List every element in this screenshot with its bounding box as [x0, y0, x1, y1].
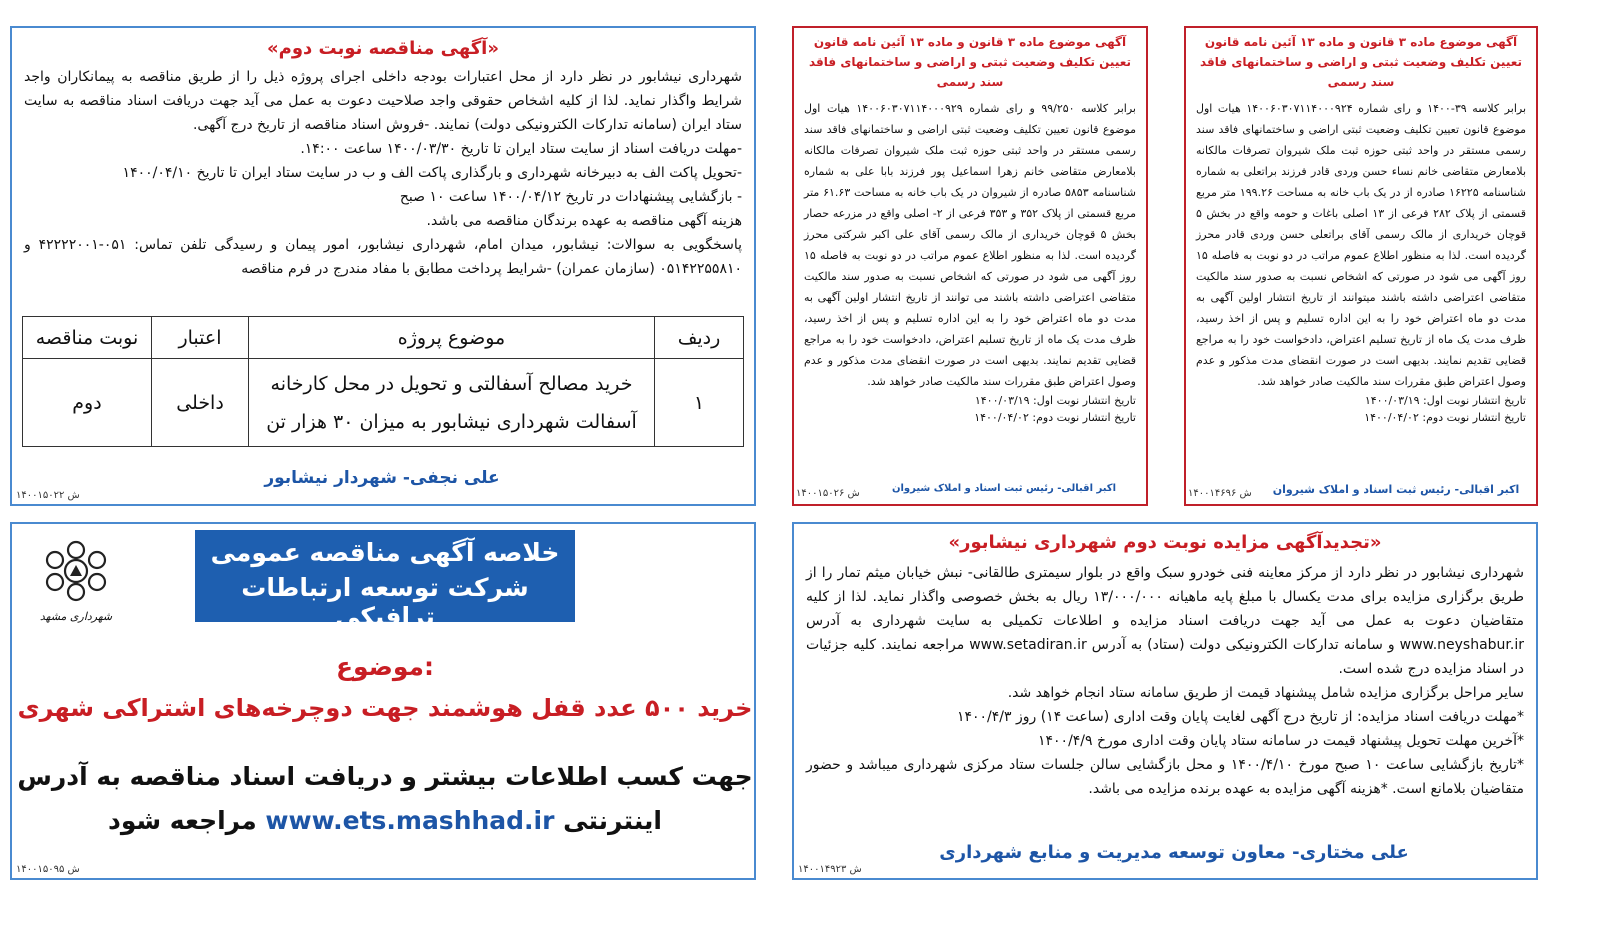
ets-subject: خرید ۵۰۰ عدد قفل هوشمند جهت دوچرخه‌های اشتراکی شهری: [17, 694, 753, 722]
tender-ad: [10, 26, 756, 506]
ets-banner-line-1: خلاصه آگهی مناقصه عمومی: [210, 538, 560, 567]
ets-info-line-2: [12, 806, 756, 835]
notice-b-date-1: تاریخ انتشار نوبت اول: ۱۴۰۰/۰۳/۱۹: [1364, 394, 1526, 407]
auction-para-5: *تاریخ بازگشایی ساعت ۱۰ صبح مورخ ۱۴۰۰/۴/۱۰ و محل بازگشایی سالن جلسات ستاد مرکزی شهرداری میباشد و حضور متقاضیان بلامانع است. *هزینه آگهی مزایده به عهده برنده مزایده می باشد.: [806, 757, 1525, 797]
ets-subject-label: موضوع:: [335, 652, 435, 681]
table-header-round: نوبت مناقصه: [23, 317, 152, 359]
table-cell-row-no: ۱: [655, 359, 744, 447]
notice-a-code: ۱۴۰۰۱۵۰۲۶ ش: [796, 488, 860, 499]
tender-para-5: هزینه آگهی مناقصه به عهده برندگان مناقصه می باشد.: [426, 213, 742, 229]
tender-para-3: -تحویل پاکت الف به دبیرخانه شهرداری و بارگذاری پاکت الف و ب در سایت ستاد ایران تا تاریخ ۱۴۰۰/۰۴/۱۰: [122, 165, 742, 181]
auction-para-4: *آخرین مهلت تحویل پیشنهاد قیمت در سامانه ستاد پایان وقت اداری مورخ ۱۴۰۰/۴/۹: [1037, 733, 1524, 749]
mashhad-logo-caption: شهرداری مشهد: [39, 610, 113, 623]
notice-b-code: ۱۴۰۰۱۴۶۹۶ ش: [1188, 488, 1252, 499]
ets-banner: [195, 530, 575, 631]
auction-ad: [792, 522, 1538, 880]
ets-banner-line-2: شرکت توسعه ارتباطات ترافیکی: [241, 573, 529, 631]
tender-para-1: شهرداری نیشابور در نظر دارد از محل اعتبارات بودجه داخلی اجرای پروژه ذیل را از طریق مناقصه به پیمانکاران واجد شرایط واگذار نماید. لذا از کلیه اشخاص حقوقی واجد صلاحیت دعوت به عمل می آید جهت دریافت اسناد مناقصه به سایت ستاد ایران (سامانه تدارکات الکترونیکی دولت) نمایند. -فروش اسناد مناقصه از تاریخ درج آگهی.: [24, 69, 742, 133]
auction-para-2: سایر مراحل برگزاری مزایده شامل پیشنهاد قیمت از طریق سامانه ستاد انجام خواهد شد.: [1007, 685, 1524, 701]
tender-para-6: پاسخگویی به سوالات: نیشابور، میدان امام، شهرداری نیشابور، امور پیمان و رسیدگی تلفن تماس: ۰۵۱-۴۲۲۲۲۰۰۱ و ۰۵۱۴۲۲۵۵۸۱۰ (سازمان عمران) -شرایط پرداخت مطابق با مفاد مندرج در فرم مناقصه: [24, 237, 743, 277]
table-header-row-no: ردیف: [655, 317, 744, 359]
tender-signature: علی نجفی- شهردار نیشابور: [264, 468, 500, 488]
notice-a-signature: اکبر اقبالی- رئیس ثبت اسناد و املاک شیروان: [891, 483, 1117, 494]
notice-a-date-2: تاریخ انتشار نوبت دوم: ۱۴۰۰/۰۴/۰۲: [974, 411, 1136, 424]
tender-body: [12, 65, 754, 281]
tender-table: [22, 316, 744, 447]
notice-a-title: آگهی موضوع ماده ۳ قانون و ماده ۱۳ آئین نامه قانون تعیین تکلیف وضعیت ثبتی و اراضی و ساختمانهای فاقد سند رسمی: [808, 35, 1132, 89]
mashhad-logo: [26, 536, 126, 636]
ets-info-line-1: جهت کسب اطلاعات بیشتر و دریافت اسناد مناقصه به آدرس: [17, 762, 753, 791]
auction-body: [794, 561, 1536, 801]
table-cell-subject: خرید مصالح آسفالتی و تحویل در محل کارخانه آسفالت شهرداری نیشابور به میزان ۳۰ هزار تن: [249, 359, 655, 447]
ets-url-link[interactable]: www.ets.mashhad.ir: [265, 806, 555, 835]
auction-signature: علی مختاری- معاون توسعه مدیریت و منابع شهرداری: [939, 842, 1409, 863]
auction-para-3: *مهلت دریافت اسناد مزایده: از تاریخ درج آگهی لغایت پایان وقت اداری (ساعت ۱۴) روز ۱۴۰۰/۴/۳: [956, 709, 1524, 725]
registry-notice-a: [792, 26, 1148, 506]
notice-b-body: برابر کلاسه ۳۹-۱۴۰۰ و رای شماره ۱۴۰۰۶۰۳۰۷۱۱۴۰۰۰۹۲۴ هیات اول موضوع قانون تعیین تکلیف وضعیت ثبتی اراضی و ساختمانهای فاقد سند رسمی مستقر در واحد ثبتی حوزه ثبت ملک شیروان تصرفات مالکانه بلامعارض متقاضی خانم نساء حسن وردی قادر فرزند براتعلی به شماره شناسنامه ۱۶۲۲۵ صادره از در یک باب خانه به مساحت ۱۹۹.۲۶ متر مربع قسمتی از پلاک ۲۸۲ فرعی از ۱۳ اصلی باغات و حومه واقع در بخش ۵ قوچان خریداری از مالک رسمی آقای براتعلی حسن وردی قادر محرز گردیده است. لذا به منظور اطلاع عموم مراتب در دو نوبت به فاصله ۱۵ روز آگهی می شود در صورتی که اشخاص نسبت به صدور سند مالکیت متقاضی اعتراضی داشته باشند میتوانند از تاریخ انتشار اولین آگهی به مدت دو ماه اعتراض خود را به این اداره تسلیم و پس از اخذ رسید، ظرف مدت یک ماه از تاریخ تسلیم اعتراض، دادخواست خود را به مراجع قضایی تقدیم نمایند. بدیهی است در صورت انقضای مدت مذکور و عدم وصول اعتراض طبق مقررات سند مالکیت صادر خواهد شد.: [1196, 102, 1527, 388]
notice-a-date-1: تاریخ انتشار نوبت اول: ۱۴۰۰/۰۳/۱۹: [974, 394, 1136, 407]
tender-title: «آگهی مناقصه نوبت دوم»: [267, 38, 499, 59]
notice-b-signature: اکبر اقبالی- رئیس ثبت اسناد و املاک شیروان: [1272, 483, 1520, 496]
table-cell-credit: داخلی: [152, 359, 249, 447]
tender-para-2: -مهلت دریافت اسناد از سایت ستاد ایران تا تاریخ ۱۴۰۰/۰۳/۳۰ ساعت ۱۴:۰۰.: [300, 141, 742, 157]
table-cell-round: دوم: [23, 359, 152, 447]
auction-code: ۱۴۰۰۱۴۹۲۳ ش: [798, 864, 862, 875]
notice-b-date-2: تاریخ انتشار نوبت دوم: ۱۴۰۰/۰۴/۰۲: [1364, 411, 1526, 424]
ets-code: ۱۴۰۰۱۵۰۹۵ ش: [16, 864, 80, 875]
tender-para-4: - بازگشایی پیشنهادات در تاریخ ۱۴۰۰/۰۴/۱۲ ساعت ۱۰ صبح: [399, 189, 742, 205]
registry-notice-b: [1184, 26, 1538, 506]
auction-para-1: شهرداری نیشابور در نظر دارد از مرکز معاینه فنی خودرو سبک واقع در بلوار سیمتری طالقانی- نبش خیابان میثم تمار را از طریق برگزاری مزایده برای مدت یکسال با مبلغ پایه ماهیانه ۱۳/۰۰۰/۰۰۰ ریال به بخش خصوصی واگذار نماید. لذا از کلیه متقاضیان دعوت به عمل می آید جهت دریافت اسناد مزایده و اطلاعات تکمیلی به سایت شهرداری به آدرس www.neyshabur.ir و سامانه تدارکات الکترونیکی دولت (ستاد) به آدرس www.setadiran.ir مراجعه نمایند. کلیه جزئیات در اسناد مزایده درج شده است.: [806, 565, 1524, 677]
notice-b-title: آگهی موضوع ماده ۳ قانون و ماده ۱۳ آئین نامه قانون تعیین تکلیف وضعیت ثبتی و اراضی و ساختمانهای فاقد سند رسمی: [1199, 35, 1523, 89]
ets-info-suffix: مراجعه شود: [108, 806, 257, 835]
table-header-subject: موضوع پروژه: [249, 317, 655, 359]
auction-title: «تجدیدآگهی مزایده نوبت دوم شهرداری نیشابور»: [948, 532, 1382, 553]
notice-a-body: برابر کلاسه ۹۹/۲۵۰ و رای شماره ۱۴۰۰۶۰۳۰۷۱۱۴۰۰۰۹۲۹ هیات اول موضوع قانون تعیین تکلیف وضعیت ثبتی اراضی و ساختمانهای فاقد سند رسمی مستقر در واحد ثبتی حوزه ثبت ملک شیروان تصرفات مالکانه بلامعارض متقاضی خانم زهرا اسماعیل پور فرزند بابا علی به شماره شناسنامه ۵۸۵۳ صادره از شیروان در یک باب خانه به مساحت ۶۱.۶۳ متر مربع قسمتی از پلاک ۳۵۲ و ۳۵۳ فرعی از ۲- اصلی واقع در مزرعه حصار بخش ۵ قوچان خریداری از مالک رسمی آقای علی اکبر شرکتی محرز گردیده است. لذا به منظور اطلاع عموم مراتب در دو نوبت به فاصله ۱۵ روز آگهی می شود در صورتی که اشخاص نسبت به صدور سند مالکیت متقاضی اعتراضی داشته باشند می توانند از تاریخ انتشار اولین آگهی به مدت دو ماه اعتراض خود را به این اداره تسلیم و پس از اخذ رسید، ظرف مدت یک ماه از تاریخ تسلیم اعتراض، دادخواست خود را به مراجع قضایی تقدیم نمایند. بدیهی است در صورت انقضای مدت مذکور و عدم وصول اعتراض طبق مقررات سند مالکیت صادر خواهد شد.: [804, 102, 1136, 388]
ets-tender-ad: [10, 522, 756, 880]
table-header-credit: اعتبار: [152, 317, 249, 359]
ets-info-prefix: اینترنتی: [563, 806, 662, 835]
mashhad-logo-icon: [26, 536, 126, 606]
tender-code: ۱۴۰۰۱۵۰۲۲ ش: [16, 490, 80, 501]
